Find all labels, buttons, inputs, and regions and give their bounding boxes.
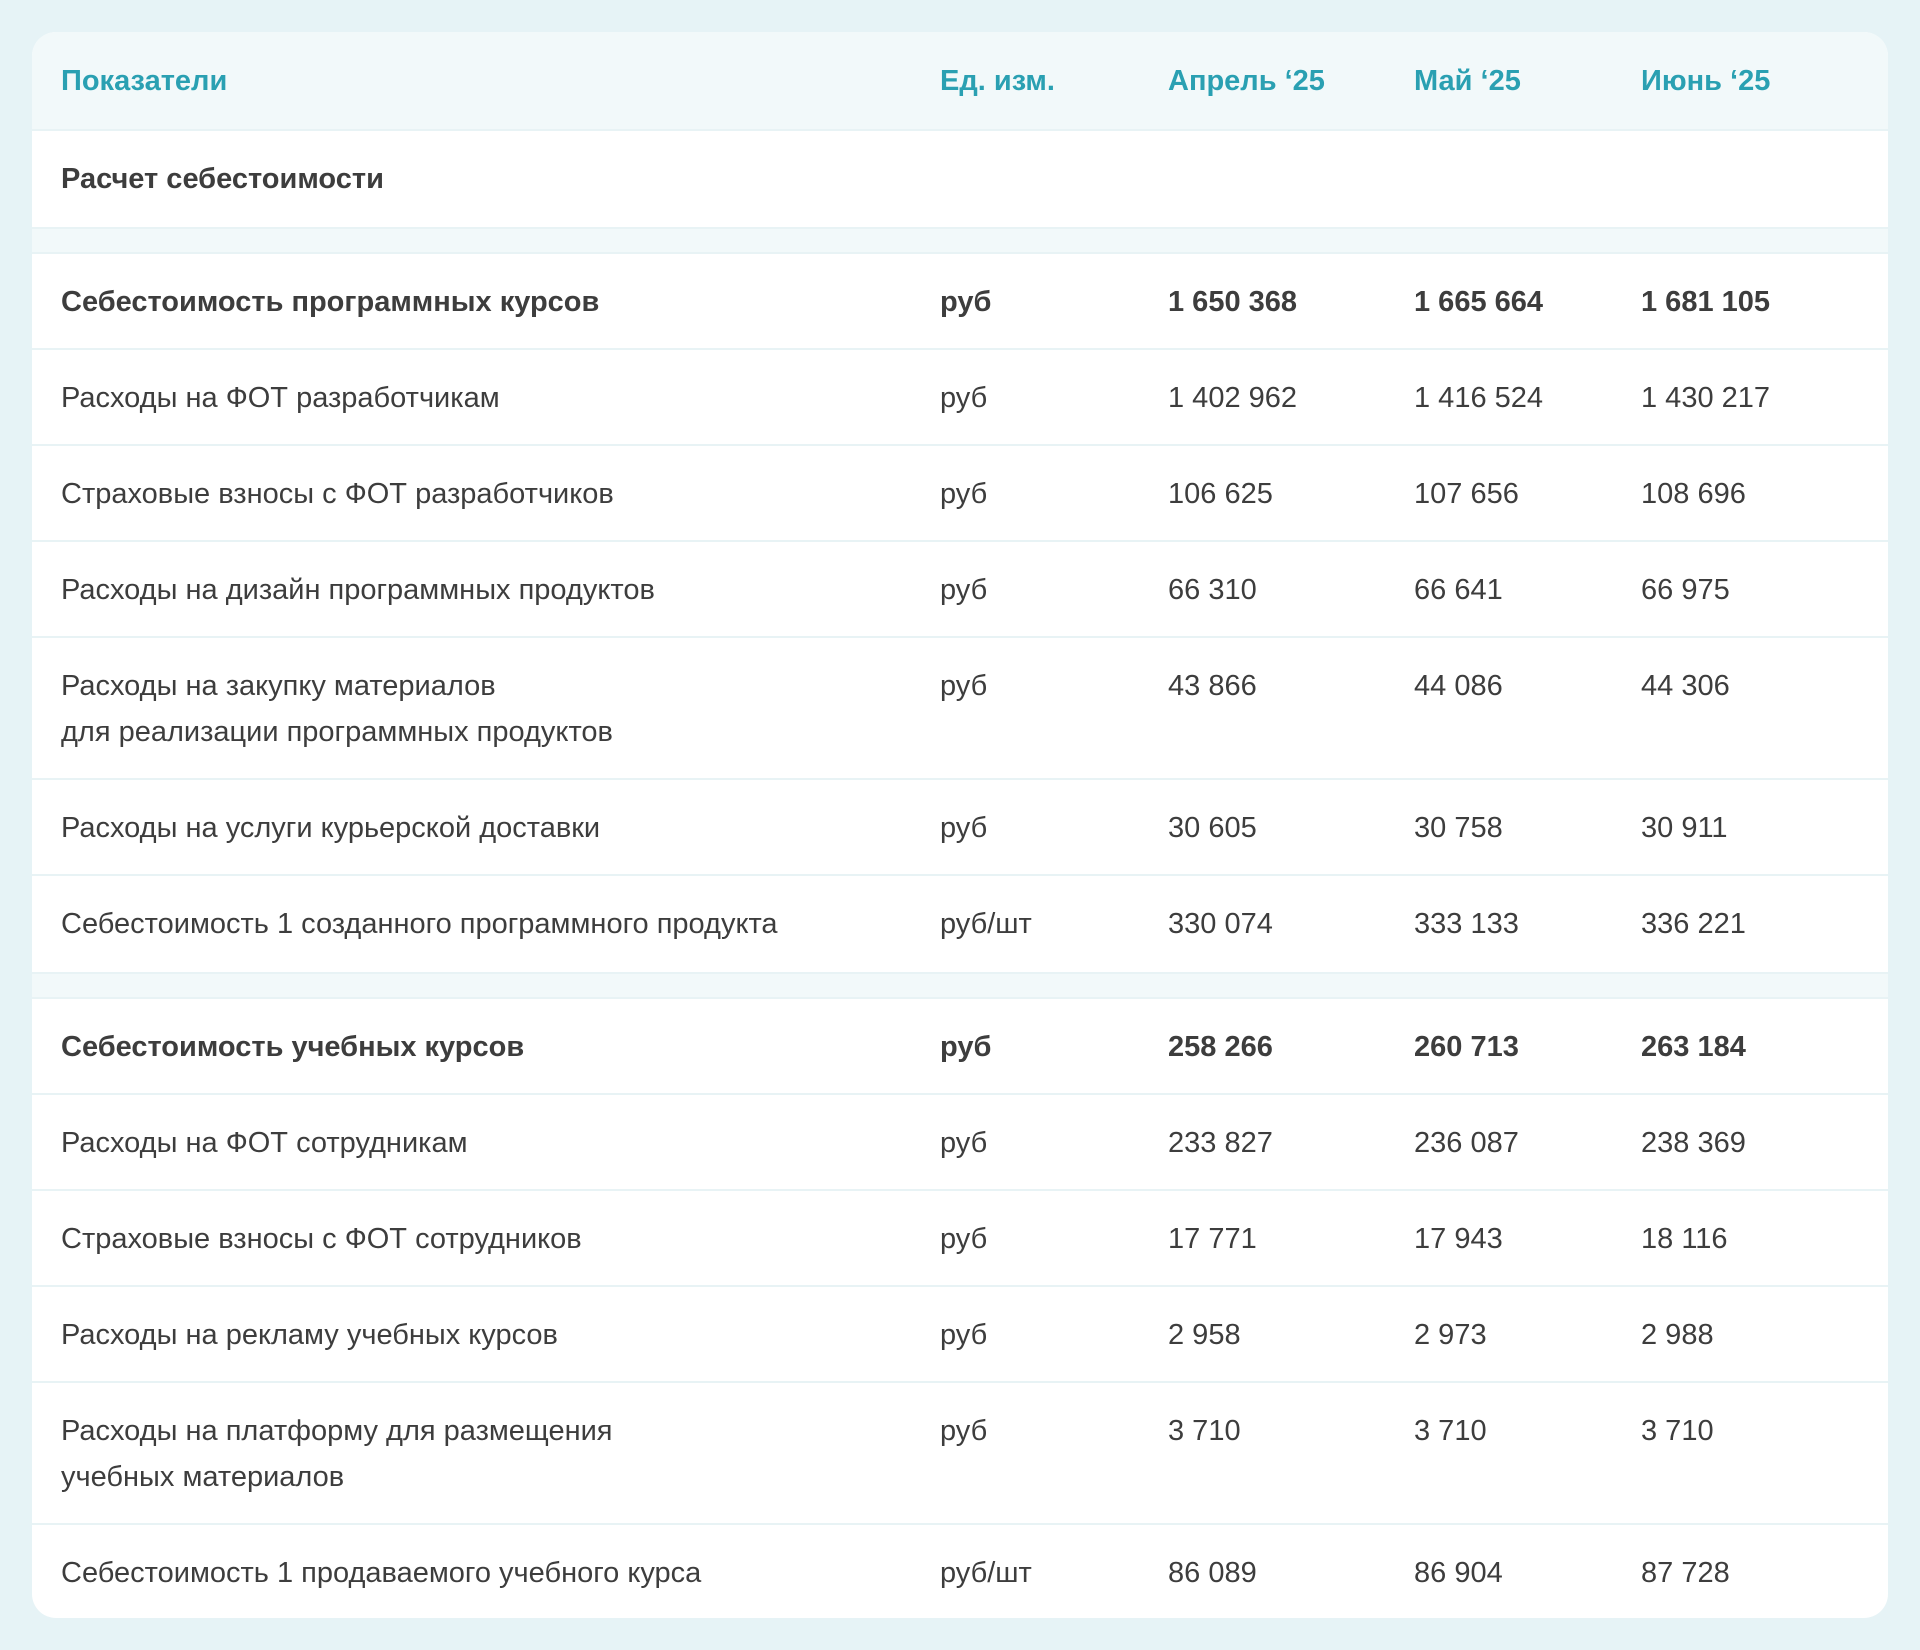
row-value-june: 336 221 — [1641, 908, 1746, 940]
row-value-june: 44 306 — [1641, 670, 1730, 702]
row-value-june: 238 369 — [1641, 1127, 1746, 1159]
row-value-june: 3 710 — [1641, 1415, 1714, 1447]
row-unit: руб — [940, 574, 988, 606]
row-value-may: 333 133 — [1414, 908, 1519, 940]
row-unit: руб — [940, 1415, 988, 1447]
row-value-june: 1 681 105 — [1641, 286, 1771, 318]
row-value-april: 2 958 — [1168, 1319, 1241, 1351]
table-row — [32, 780, 1888, 876]
table-row — [32, 1287, 1888, 1383]
table-row — [32, 542, 1888, 638]
row-value-june: 87 728 — [1641, 1557, 1730, 1589]
table-row — [32, 1191, 1888, 1287]
row-unit: руб — [940, 1319, 988, 1351]
table-row — [32, 638, 1888, 780]
row-value-june: 66 975 — [1641, 574, 1730, 606]
row-name: Расходы на платформу для размещения учебных материалов — [61, 1415, 613, 1493]
row-value-may: 86 904 — [1414, 1557, 1503, 1589]
table-row — [32, 446, 1888, 542]
row-name: Расходы на закупку материалов для реализации программных продуктов — [61, 670, 613, 748]
row-value-may: 260 713 — [1414, 1031, 1519, 1063]
row-value-may: 44 086 — [1414, 670, 1503, 702]
group-divider — [32, 227, 1888, 254]
row-value-may: 1 416 524 — [1414, 382, 1544, 414]
row-value-april: 1 650 368 — [1168, 286, 1298, 318]
table-row — [32, 999, 1888, 1095]
row-value-june: 18 116 — [1641, 1223, 1728, 1255]
table-row — [32, 876, 1888, 972]
table-row — [32, 350, 1888, 446]
table-row — [32, 1525, 1888, 1618]
row-name: Расходы на ФОТ сотрудникам — [61, 1127, 468, 1159]
row-name: Расходы на дизайн программных продуктов — [61, 574, 655, 606]
cost-table — [32, 32, 1888, 1618]
row-unit: руб — [940, 812, 988, 844]
row-name: Расходы на ФОТ разработчикам — [61, 382, 500, 414]
row-name: Расходы на рекламу учебных курсов — [61, 1319, 558, 1351]
row-value-april: 86 089 — [1168, 1557, 1257, 1589]
row-name: Страховые взносы с ФОТ разработчиков — [61, 478, 614, 510]
header-unit: Ед. изм. — [940, 64, 1055, 97]
row-unit: руб — [940, 1127, 988, 1159]
section-title-row — [32, 131, 1888, 227]
row-value-april: 30 605 — [1168, 812, 1257, 844]
header-indicators: Показатели — [61, 64, 228, 97]
row-value-april: 17 771 — [1168, 1223, 1257, 1255]
row-value-may: 3 710 — [1414, 1415, 1487, 1447]
row-value-april: 43 866 — [1168, 670, 1257, 702]
row-value-may: 66 641 — [1414, 574, 1503, 606]
row-value-may: 107 656 — [1414, 478, 1519, 510]
row-value-april: 3 710 — [1168, 1415, 1241, 1447]
row-value-april: 106 625 — [1168, 478, 1273, 510]
row-name: Себестоимость программных курсов — [61, 286, 600, 318]
header-month-april: Апрель ‘25 — [1168, 64, 1325, 97]
row-value-may: 2 973 — [1414, 1319, 1487, 1351]
row-value-april: 258 266 — [1168, 1031, 1273, 1063]
row-value-april: 330 074 — [1168, 908, 1273, 940]
header-month-june: Июнь ‘25 — [1641, 64, 1771, 97]
row-value-may: 17 943 — [1414, 1223, 1503, 1255]
row-value-april: 1 402 962 — [1168, 382, 1298, 414]
row-unit: руб — [940, 1031, 992, 1063]
row-unit: руб — [940, 286, 992, 318]
row-unit: руб — [940, 478, 988, 510]
row-unit: руб — [940, 1223, 988, 1255]
group-divider — [32, 972, 1888, 999]
row-name: Себестоимость 1 созданного программного продукта — [61, 908, 778, 940]
row-unit: руб/шт — [940, 908, 1032, 940]
row-unit: руб/шт — [940, 1557, 1032, 1589]
row-name: Себестоимость 1 продаваемого учебного курса — [61, 1557, 702, 1589]
table-row — [32, 1383, 1888, 1525]
row-unit: руб — [940, 382, 988, 414]
row-value-april: 66 310 — [1168, 574, 1257, 606]
row-value-may: 30 758 — [1414, 812, 1503, 844]
row-value-may: 1 665 664 — [1414, 286, 1544, 318]
row-value-april: 233 827 — [1168, 1127, 1273, 1159]
row-value-june: 263 184 — [1641, 1031, 1746, 1063]
section-title: Расчет себестоимости — [61, 163, 384, 195]
header-month-may: Май ‘25 — [1414, 64, 1521, 97]
row-value-june: 2 988 — [1641, 1319, 1714, 1351]
table-row — [32, 1095, 1888, 1191]
table-row — [32, 254, 1888, 350]
row-value-june: 30 911 — [1641, 812, 1728, 844]
row-value-may: 236 087 — [1414, 1127, 1519, 1159]
row-unit: руб — [940, 670, 988, 702]
row-name: Себестоимость учебных курсов — [61, 1031, 525, 1063]
row-name: Страховые взносы с ФОТ сотрудников — [61, 1223, 582, 1255]
table-header — [32, 32, 1888, 131]
row-name: Расходы на услуги курьерской доставки — [61, 812, 601, 844]
row-value-june: 108 696 — [1641, 478, 1746, 510]
row-value-june: 1 430 217 — [1641, 382, 1771, 414]
